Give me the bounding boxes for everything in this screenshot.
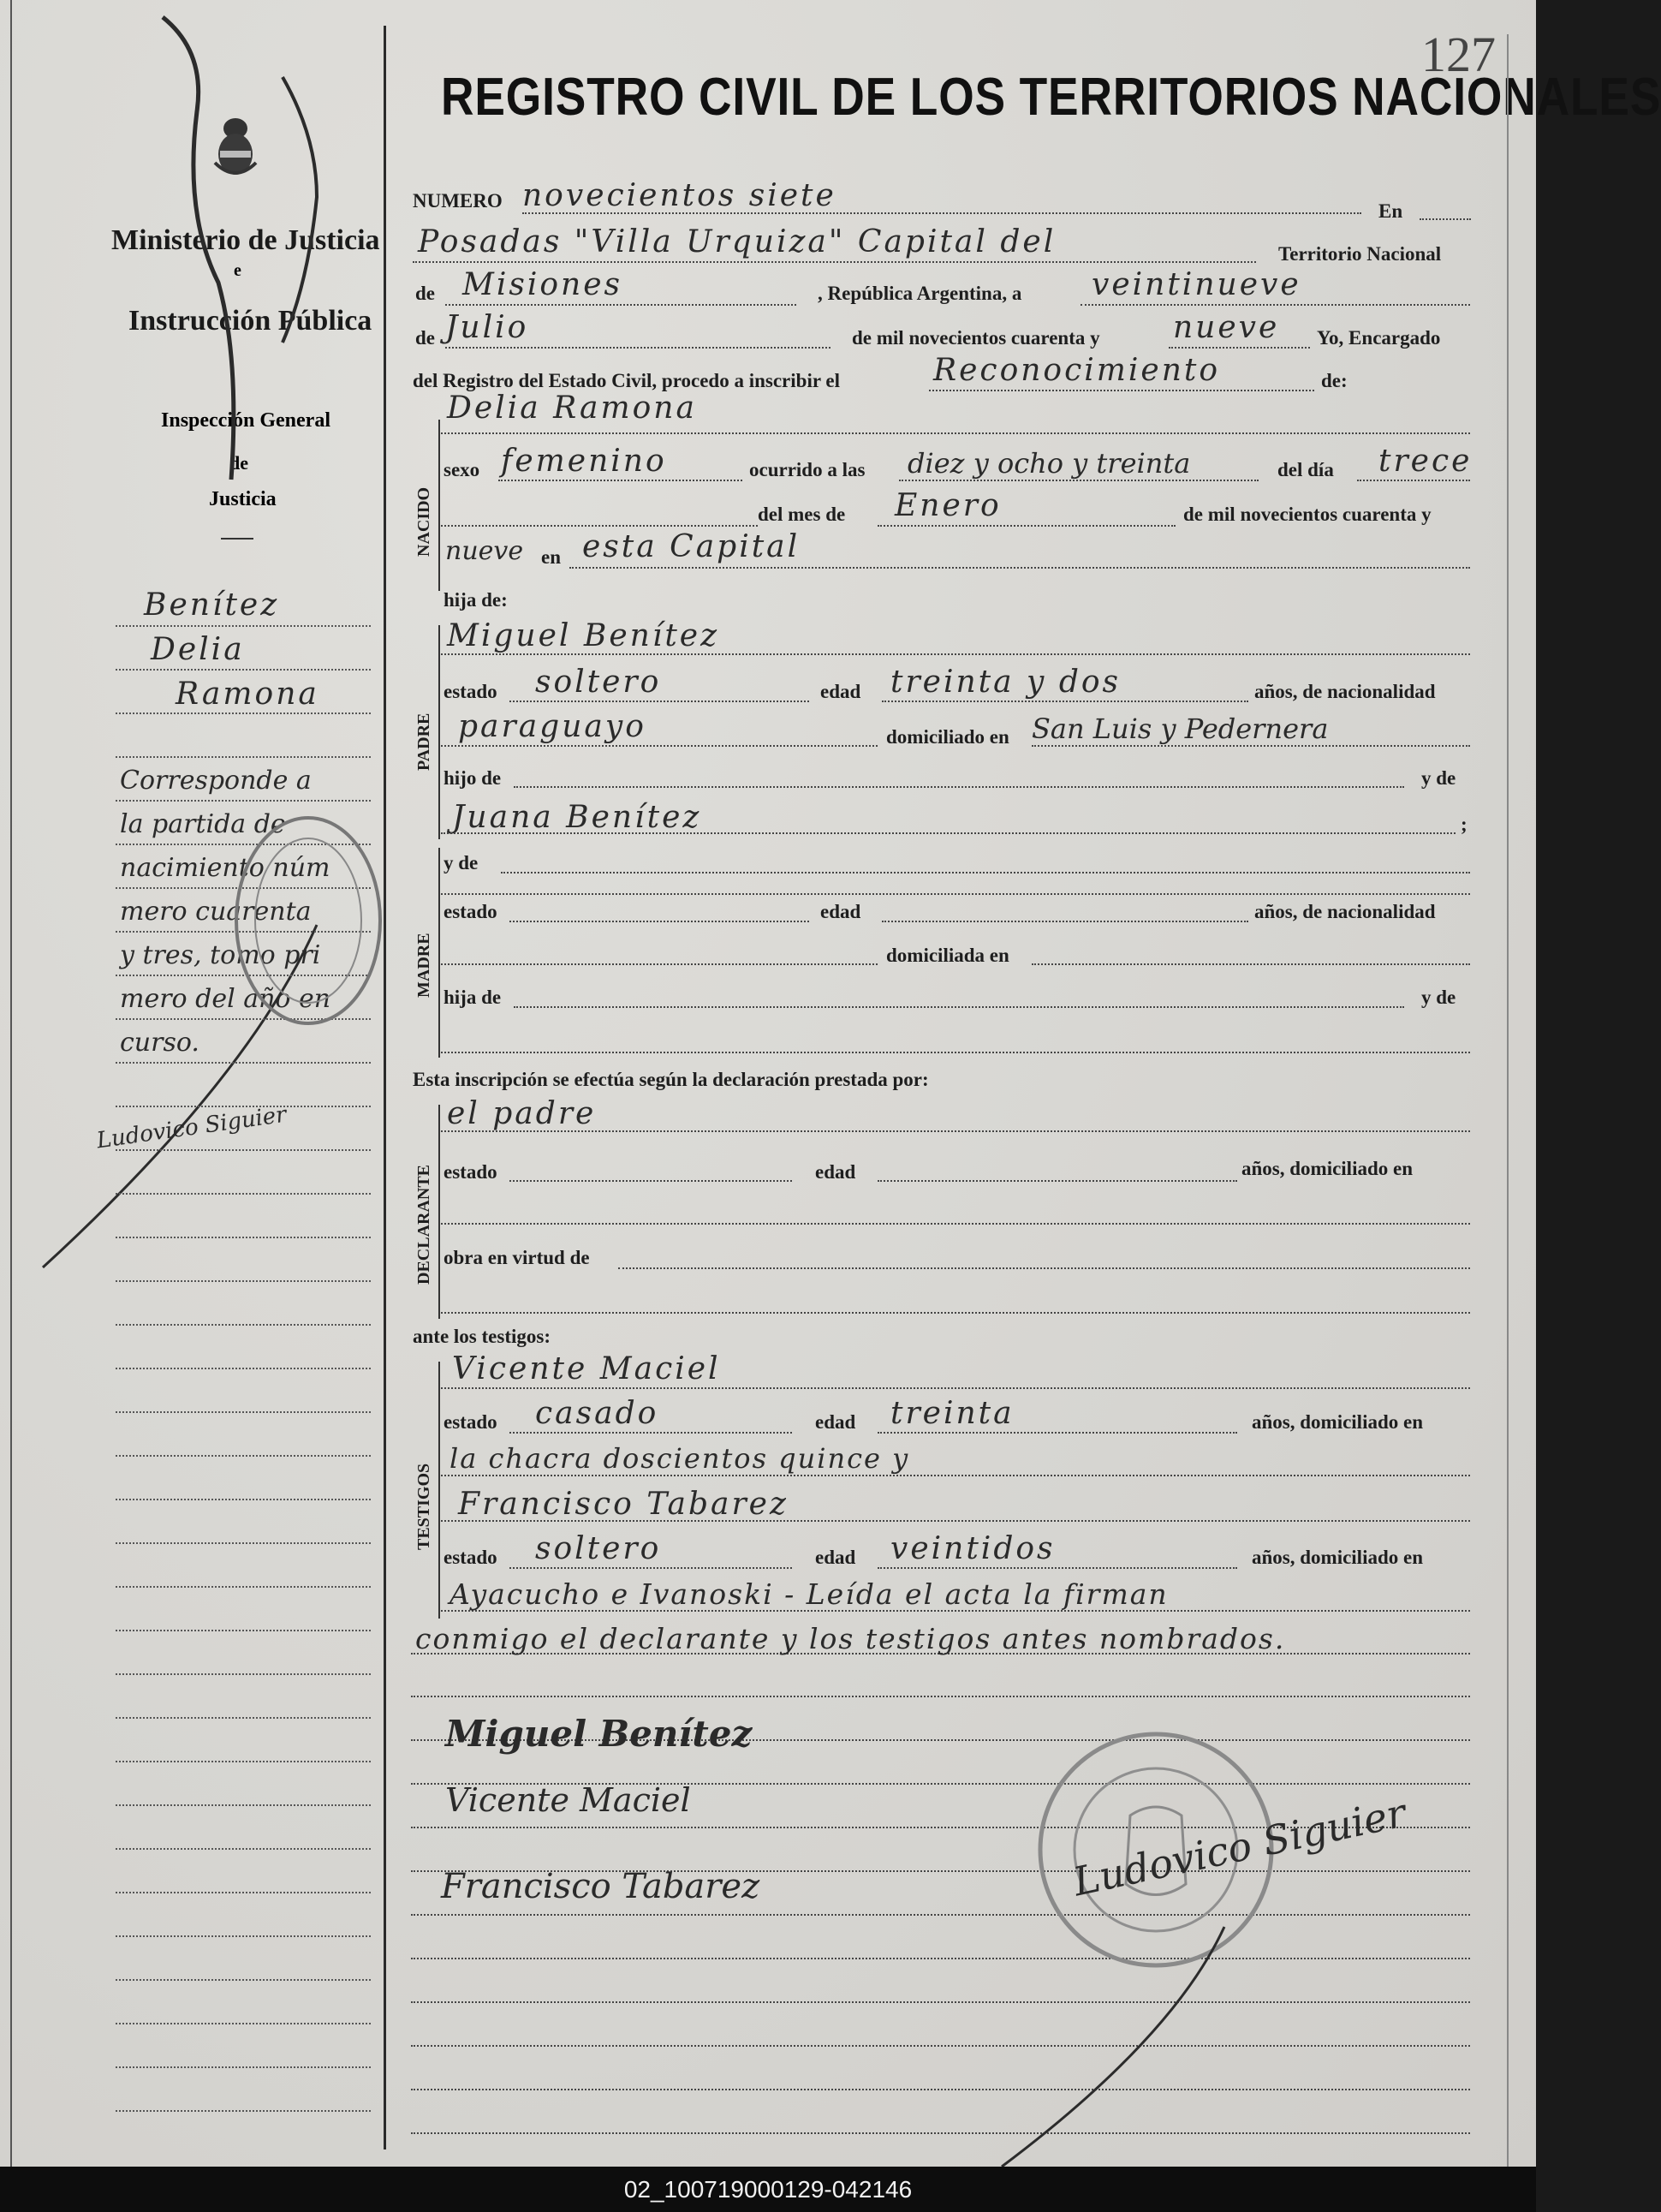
testigo-2-estado-label: estado [444, 1547, 497, 1568]
margin-rule [116, 800, 371, 802]
mes-label: del mes de [758, 504, 846, 525]
testigo-2-edad-label: edad [815, 1547, 856, 1568]
ministry-sub-1: Inspección General [161, 409, 330, 432]
page-edge-line [10, 0, 12, 2167]
signature-rule [411, 1914, 1470, 1916]
testigo-1-anios-label: años, domiciliado en [1252, 1411, 1424, 1433]
padre-estado-label: estado [444, 681, 497, 702]
margin-rule [116, 1368, 371, 1369]
declarante-estado-label: estado [444, 1161, 497, 1183]
testigo-1-estado-label: estado [444, 1411, 497, 1433]
margin-rule [116, 1717, 371, 1719]
margin-rule [116, 1892, 371, 1893]
margin-note-5: y tres, tomo pri [120, 940, 321, 970]
testigos-label: ante los testigos: [413, 1326, 551, 1347]
madre-y-de-label: y de [444, 852, 479, 873]
margin-rule [116, 1630, 371, 1631]
footer-image-id: 02_100719000129-042146 [0, 2167, 1536, 2212]
padre-semicolon: ; [1461, 814, 1468, 835]
testigo-2-edad-value: veintidos [890, 1531, 1056, 1566]
padre-edad-value: treinta y dos [890, 665, 1122, 700]
madre-hija-de-label: hija de [444, 987, 502, 1008]
signature-rule [411, 2089, 1470, 2090]
signature-2: Vicente Maciel [445, 1781, 691, 1819]
margin-note-2: la partida de [120, 809, 286, 839]
padre-mother-value: Juana Benítez [452, 800, 702, 835]
nacido-name: Delia Ramona [447, 391, 697, 426]
ministry-line-2: e [234, 261, 241, 280]
year-value: nueve [1173, 310, 1280, 345]
section-testigos: TESTIGOS [414, 1463, 433, 1550]
nacido-en-label: en [541, 546, 561, 568]
signature-rule [411, 2001, 1470, 2003]
section-madre: MADRE [414, 933, 433, 998]
registrar-flourish [985, 1918, 1241, 2175]
ocurrido-label: ocurrido a las [749, 459, 866, 480]
margin-stamp-icon [231, 809, 385, 1032]
madre-estado-label: estado [444, 901, 497, 922]
testigo-1-name: Vicente Maciel [452, 1351, 721, 1386]
signature-1: Miguel Benítez [445, 1713, 753, 1755]
nacido-year-value: nueve [445, 536, 524, 566]
margin-signature: Ludovico Siguier [94, 1101, 289, 1154]
padre-anios-label: años, de nacionalidad [1254, 681, 1436, 702]
margin-note-3: nacimiento núm [120, 853, 330, 883]
territory-value: Misiones [462, 267, 623, 302]
place-value: Posadas "Villa Urquiza" Capital del [418, 224, 1057, 259]
testigo-1-domicilio: la chacra doscientos quince y [449, 1442, 910, 1475]
margin-rule [116, 1673, 371, 1675]
ministry-sub-3: Justicia [209, 488, 277, 510]
margin-name-2: Delia [151, 632, 245, 667]
margin-divider [384, 26, 386, 2149]
ministry-sub-2: de [229, 452, 248, 474]
margin-rule [116, 712, 371, 714]
republica-label: , República Argentina, a [818, 283, 1022, 304]
madre-y-de2-label: y de [1421, 987, 1456, 1008]
page-title: REGISTRO CIVIL DE LOS TERRITORIOS NACIONALES [441, 68, 1661, 127]
margin-rule [116, 756, 371, 758]
margin-rule [116, 1761, 371, 1762]
margin-rule [116, 2066, 371, 2068]
padre-domicilio-value: San Luis y Pedernera [1032, 712, 1329, 745]
numero-label: NUMERO [413, 190, 503, 212]
margin-note-7: curso. [120, 1028, 199, 1058]
de3-label: de: [1321, 370, 1348, 391]
numero-value: novecientos siete [522, 178, 836, 213]
testigo-2-name: Francisco Tabarez [458, 1487, 789, 1522]
registro-label: del Registro del Estado Civil, procedo a inscribir el [413, 370, 840, 391]
day-value: veintinueve [1092, 267, 1301, 302]
margin-rule [116, 1411, 371, 1413]
declarante-anios-label: años, domiciliado en [1241, 1158, 1414, 1179]
margin-rule [116, 1324, 371, 1326]
declarante-edad-label: edad [815, 1161, 856, 1183]
ministry-line-3: Instrucción Pública [128, 305, 372, 337]
hour-value: diez y ocho y treinta [908, 447, 1191, 480]
year-label: de mil novecientos cuarenta y [852, 327, 1100, 349]
testigo-2-estado-value: soltero [535, 1531, 662, 1566]
margin-rule [116, 1149, 371, 1151]
margin-rule [116, 625, 371, 627]
margin-rule [116, 1979, 371, 1981]
dia-value: trece [1378, 444, 1473, 479]
margin-rule [116, 1062, 371, 1064]
hijo-de-label: hijo de [444, 767, 502, 789]
padre-nacionalidad-value: paraguayo [458, 709, 646, 744]
testigo-1-estado-value: casado [535, 1396, 659, 1431]
section-padre: PADRE [414, 712, 433, 771]
signature-rule [411, 2045, 1470, 2047]
margin-note-4: mero cuarenta [120, 897, 312, 927]
hija-de-label: hija de: [444, 589, 508, 611]
yo-label: Yo, Encargado [1317, 327, 1441, 349]
en-label: En [1378, 200, 1403, 222]
margin-rule [116, 1193, 371, 1195]
registrar-signature: Ludovico Siguier [1069, 1789, 1410, 1905]
margin-rule [116, 2023, 371, 2024]
closing-line-2: conmigo el declarante y los testigos antes nombrados. [415, 1622, 1286, 1655]
margin-rule [116, 2110, 371, 2112]
padre-edad-label: edad [820, 681, 861, 702]
margin-note-1: Corresponde a [120, 766, 312, 796]
testigo-1-edad-value: treinta [890, 1396, 1015, 1431]
margin-rule [116, 1280, 371, 1282]
act-value: Reconocimiento [933, 353, 1221, 388]
month-value: Julio [445, 310, 529, 345]
padre-y-de-label: y de [1421, 767, 1456, 789]
madre-anios-label: años, de nacionalidad [1254, 901, 1436, 922]
margin-name-3: Ramona [176, 677, 319, 712]
de2-label: de [415, 327, 435, 349]
dia-label: del día [1277, 459, 1334, 480]
margin-rule [116, 669, 371, 671]
margin-rule [116, 1804, 371, 1806]
declaracion-label: Esta inscripción se efectúa según la declaración prestada por: [413, 1069, 929, 1090]
margin-rule [116, 1499, 371, 1500]
mil-label: de mil novecientos cuarenta y [1183, 504, 1432, 525]
signature-rule [411, 1958, 1470, 1959]
margin-rule [116, 1455, 371, 1457]
signature-3: Francisco Tabarez [441, 1867, 760, 1906]
sexo-label: sexo [444, 459, 480, 480]
section-declarante: DECLARANTE [414, 1164, 433, 1285]
territorio-label: Territorio Nacional [1278, 243, 1442, 265]
signature-rule [411, 1696, 1470, 1697]
signature-rule [411, 2132, 1470, 2134]
page-number: 127 [1421, 27, 1496, 82]
padre-domicilio-label: domiciliado en [886, 726, 1009, 748]
closing-line-1: Ayacucho e Ivanoski - Leída el acta la firman [449, 1577, 1169, 1611]
padre-name: Miguel Benítez [447, 618, 720, 653]
obra-label: obra en virtud de [444, 1247, 590, 1268]
margin-rule [116, 1935, 371, 1937]
ministry-line-1: Ministerio de Justicia [111, 224, 380, 256]
margin-rule [116, 1586, 371, 1588]
madre-edad-label: edad [820, 901, 861, 922]
sexo-value: femenino [501, 444, 667, 479]
margin-note-6: mero del año en [120, 984, 331, 1014]
de-label: de [415, 283, 435, 304]
testigo-1-edad-label: edad [815, 1411, 856, 1433]
madre-domicilio-label: domiciliada en [886, 945, 1009, 966]
testigo-2-anios-label: años, domiciliado en [1252, 1547, 1424, 1568]
declarante-value: el padre [447, 1096, 597, 1131]
mes-value: Enero [895, 488, 1002, 523]
nacido-place-value: esta Capital [582, 529, 801, 564]
padre-estado-value: soltero [535, 665, 662, 700]
margin-rule [116, 1542, 371, 1544]
margin-rule [116, 1237, 371, 1238]
margin-name-1: Benítez [144, 587, 280, 623]
section-nacido: NACIDO [414, 486, 433, 557]
margin-rule [116, 1848, 371, 1850]
